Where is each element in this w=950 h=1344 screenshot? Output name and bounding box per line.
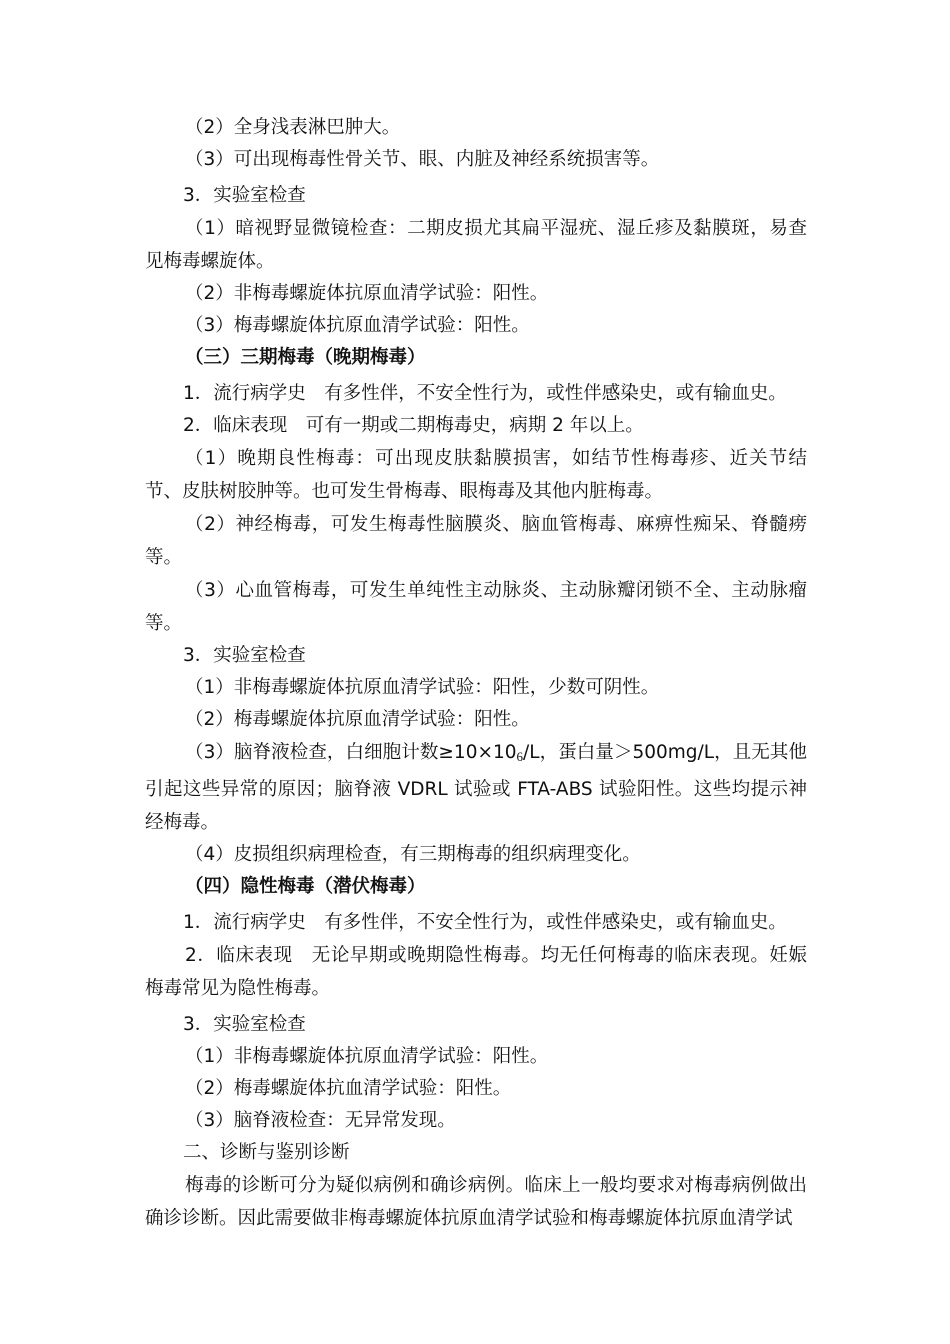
section-heading: 3．实验室检查	[183, 1014, 306, 1035]
section-heading: 3．实验室检查	[183, 645, 306, 666]
paragraph: （2）神经梅毒，可发生梅毒性脑膜炎、脑血管梅毒、麻痹性痴呆、脊髓痨等。	[145, 514, 807, 568]
paragraph: （1）非梅毒螺旋体抗原血清学试验：阳性，少数可阴性。	[185, 677, 660, 698]
csf-text-b: /L，蛋白量＞500mg/L，且无其他引起这些异常的原因；脑脊液 VDRL 试验或 FTA-ABS 试验阳性。这些均提示神经梅毒。	[145, 742, 807, 833]
paragraph: 2．临床表现 可有一期或二期梅毒史，病期 2 年以上。	[183, 415, 644, 436]
paragraph-csf	[145, 736, 807, 839]
paragraph: （1）非梅毒螺旋体抗原血清学试验：阳性。	[185, 1046, 549, 1067]
paragraph: （4）皮损组织病理检查，有三期梅毒的组织病理变化。	[185, 844, 641, 865]
section-heading: 3．实验室检查	[183, 185, 306, 206]
paragraph: （2）梅毒螺旋体抗原血清学试验：阳性。	[185, 709, 530, 730]
section-heading: （三）三期梅毒（晚期梅毒）	[185, 347, 426, 368]
paragraph: （1）晚期良性梅毒：可出现皮肤黏膜损害，如结节性梅毒疹、近关节结节、皮肤树胶肿等。也可发生骨梅毒、眼梅毒及其他内脏梅毒。	[145, 448, 807, 502]
paragraph: （1）暗视野显微镜检查：二期皮损尤其扁平湿疣、湿丘疹及黏膜斑，易查见梅毒螺旋体。	[145, 218, 807, 272]
paragraph: 梅毒的诊断可分为疑似病例和确诊病例。临床上一般均要求对梅毒病例做出确诊诊断。因此需要做非梅毒螺旋体抗原血清学试验和梅毒螺旋体抗原血清学试	[145, 1175, 807, 1229]
paragraph: （2）全身浅表淋巴肿大。	[185, 117, 401, 138]
section-heading: 二、诊断与鉴别诊断	[183, 1142, 350, 1163]
document-body	[145, 112, 807, 1235]
section-heading: （四）隐性梅毒（潜伏梅毒）	[185, 876, 426, 897]
csf-subscript: 6	[516, 749, 524, 764]
paragraph: 1．流行病学史 有多性伴，不安全性行为，或性伴感染史，或有输血史。	[183, 383, 787, 404]
paragraph: 1．流行病学史 有多性伴，不安全性行为，或性伴感染史，或有输血史。	[183, 912, 787, 933]
paragraph: （3）梅毒螺旋体抗原血清学试验：阳性。	[185, 315, 530, 336]
csf-text-a: （3）脑脊液检查，白细胞计数≥10×10	[185, 742, 517, 763]
paragraph: （3）可出现梅毒性骨关节、眼、内脏及神经系统损害等。	[185, 149, 660, 170]
paragraph: （3）心血管梅毒，可发生单纯性主动脉炎、主动脉瓣闭锁不全、主动脉瘤等。	[145, 580, 807, 634]
paragraph: （2）非梅毒螺旋体抗原血清学试验：阳性。	[185, 283, 549, 304]
paragraph: 2．临床表现 无论早期或晚期隐性梅毒。均无任何梅毒的临床表现。妊娠梅毒常见为隐性梅毒。	[145, 945, 807, 999]
paragraph: （2）梅毒螺旋体抗血清学试验：阳性。	[185, 1078, 512, 1099]
paragraph: （3）脑脊液检查：无异常发现。	[185, 1110, 456, 1131]
